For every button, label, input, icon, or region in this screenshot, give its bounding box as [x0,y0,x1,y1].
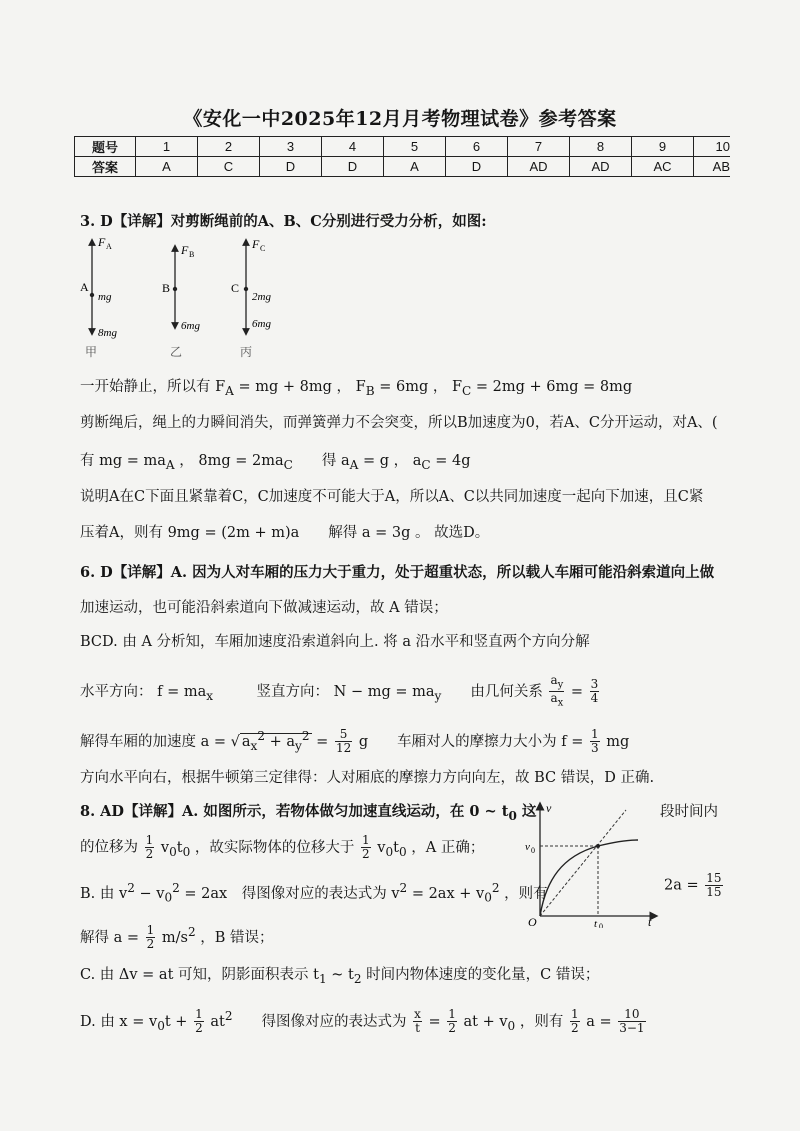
q3-line-1: 一开始静止，所以有 $F_A$ = mg + 8mg ， $F_B = 6mg$ ， $F_C = 2mg + 6mg = 8mg$ [80,379,633,398]
label-b-bottom: 6mg [181,320,200,332]
table-cell: AC [632,157,694,177]
caption-yi: 乙 [170,345,183,359]
fraction: $\frac{a_y}{a_x}$ [550,673,564,709]
table-header-cell: 答案 [75,157,136,177]
table-cell: C [198,157,260,177]
q6-line-1: 6. D【详解】A. 因为人对车厢的压力大于重力，处于超重状态，所以载人车厢可能沿斜索道向上做 [80,564,715,581]
table-cell: D [446,157,508,177]
q6-line-5: 解得车厢的加速度 a = √ $a_x^2 + a_y^2$ = $\frac{5}{12}$ g 车厢对人的摩擦力大小为 f = $\frac{1}{3}$ mg [80,727,630,756]
caption-bing: 丙 [240,345,253,359]
table-cell: D [260,157,322,177]
q8-line-2: 的位移为 $\frac{1}{2}$ $v_0t_0$ ，故实际物体的位移大于 $\frac{1}{2}$ $v_0t_0$ ，A 正确； [80,833,485,861]
table-cell: 7 [508,137,570,157]
page-title: 《安化一中2025年12月月考物理试卷》参考答案 [183,108,617,130]
fraction: $\frac{5}{12}$ [335,727,352,756]
label-point-b: B [162,281,171,295]
t0-label: t [594,918,598,928]
label-fc: F [252,237,260,251]
table-cell: 4 [322,137,384,157]
table-cell: 6 [446,137,508,157]
q6-line-4-text: 水平方向： $f = ma_x$ 竖直方向： N − mg = $ma_y$ 由几何关系 [80,683,543,703]
q8-line-4: 解得 a = $\frac{1}{2}$ $m/s^2$ ，B 错误； [80,923,274,952]
label-fb-sub: B [189,250,195,259]
q6-line-3: BCD. 由 A 分析知，车厢加速度沿索道斜向上. 将 a 沿水平和竖直两个方向分解 [80,634,590,650]
label-a-mid: mg [98,291,112,303]
v0-sub: 0 [531,846,535,855]
q3-line-4: 说明A在C下面且紧靠着C，C加速度不可能大于A，所以A、C以共同加速度一起向下加速，且C紧 [80,489,704,505]
fraction: $\frac{x}{t}$ [414,1007,421,1036]
fraction: $\frac{1}{2}$ [448,1007,456,1036]
axis-v-label: v [546,801,552,815]
q8-line-1: 8. AD【详解】A. 如图所示，若物体做匀加速直线运动，在 0 ~ $t_0$ 这 [80,803,537,823]
q8-line-3: B. 由 $v^2 - v_0^2 = 2ax$ 得图像对应的表达式为 $v^2 = 2ax + v_0^2$ ，则有 [80,881,548,905]
label-c-mid: 2mg [252,291,271,303]
q8-line-6: D. 由 $x = v_0t$ + $\frac{1}{2}$ $at^2$ 得图像对应的表达式为 $\frac{x}{t}$ = $\frac{1}{2}$ at + $v_0$ ，则有 $\frac{1}{2}$ a = $\frac{10}{3-1}$ [80,1007,645,1036]
label-fa-sub: A [106,242,112,251]
fraction: $\frac{1}{2}$ [195,1007,203,1036]
q8-line-1-right: 段时间内 [660,804,718,820]
q8-line-5: C. 由 Δv = at 可知，阴影面积表示 $t_1$ ~ $t_2$ 时间内物体速度的变化量，C 错误； [80,967,600,986]
table-cell: A [136,157,198,177]
q6-line-2: 加速运动，也可能沿斜索道向下做减速运动，故 A 错误； [80,600,448,616]
label-a-bottom: 8mg [98,327,117,339]
vt-graph [522,798,662,928]
label-point-c: C [231,281,240,295]
axis-t-label: t [648,915,652,928]
table-cell: 2 [198,137,260,157]
label-fb: F [181,243,189,257]
fraction: $\frac{1}{2}$ [145,833,154,861]
label-c-bottom: 6mg [252,318,271,330]
origin-label: O [528,915,537,928]
table-cell: 1 [136,137,198,157]
q3-line-2: 剪断绳后，绳上的力瞬间消失，而弹簧弹力不会突变，所以B加速度为0，若A、C分开运动，对A、( [80,415,718,431]
table-cell: A [384,157,446,177]
q6-line-4: 水平方向： $f = ma_x$ 竖直方向： N − mg = $ma_y$ 由几何关系 $\frac{a_y}{a_x}$ = $\frac{3}{4}$ [80,673,599,709]
q3-line-5: 压着A，则有 9mg = (2m + m)a 解得 a = 3g 。 故选D。 [80,525,490,541]
force-diagram [70,232,300,362]
fraction: $\frac{1}{2}$ [570,1007,579,1036]
fraction: $\frac{1}{3}$ [590,727,599,756]
table-cell: AD [570,157,632,177]
diagram-a [80,235,117,359]
label-fc-sub: C [260,244,266,253]
table-cell: AD [508,157,570,177]
sqrt-expression: $a_x^2 + a_y^2$ [241,729,310,753]
v0-label: v [525,841,530,853]
table-cell: 10 [694,137,731,157]
fraction: $\frac{10}{3-1}$ [619,1007,645,1036]
table-cell: AB [694,157,731,177]
table-cell: 9 [632,137,694,157]
t0-sub: 0 [599,922,603,928]
table-cell: D [322,157,384,177]
table-cell: 5 [384,137,446,157]
answer-table [74,136,730,177]
fraction: $\frac{15}{15}$ [706,871,722,899]
q8-line-3-right: 2a = $\frac{15}{15}$ [664,871,722,899]
diagram-c [231,237,271,359]
fraction: $\frac{3}{4}$ [590,677,599,706]
label-fa: F [98,235,106,249]
q3-heading: 3. D【详解】对剪断绳前的A、B、C分别进行受力分析，如图: [80,213,487,230]
table-row [75,137,731,157]
fraction: $\frac{1}{2}$ [146,923,155,952]
diagram-b [162,243,200,359]
table-row [75,157,731,177]
label-point-a: A [80,280,89,294]
q6-line-6: 方向水平向右，根据牛顿第三定律得：人对厢底的摩擦力方向向左，故 BC 错误，D 正确. [80,770,655,786]
caption-jia: 甲 [85,345,98,359]
table-header-cell: 题号 [75,137,136,157]
table-cell: 8 [570,137,632,157]
q3-line-3: 有 mg = $ma_A$ ， $8mg = 2ma_C$ 得 $a_A = g$ ， $a_C = 4g$ [80,453,471,472]
fraction: $\frac{1}{2}$ [361,833,370,861]
table-cell: 3 [260,137,322,157]
